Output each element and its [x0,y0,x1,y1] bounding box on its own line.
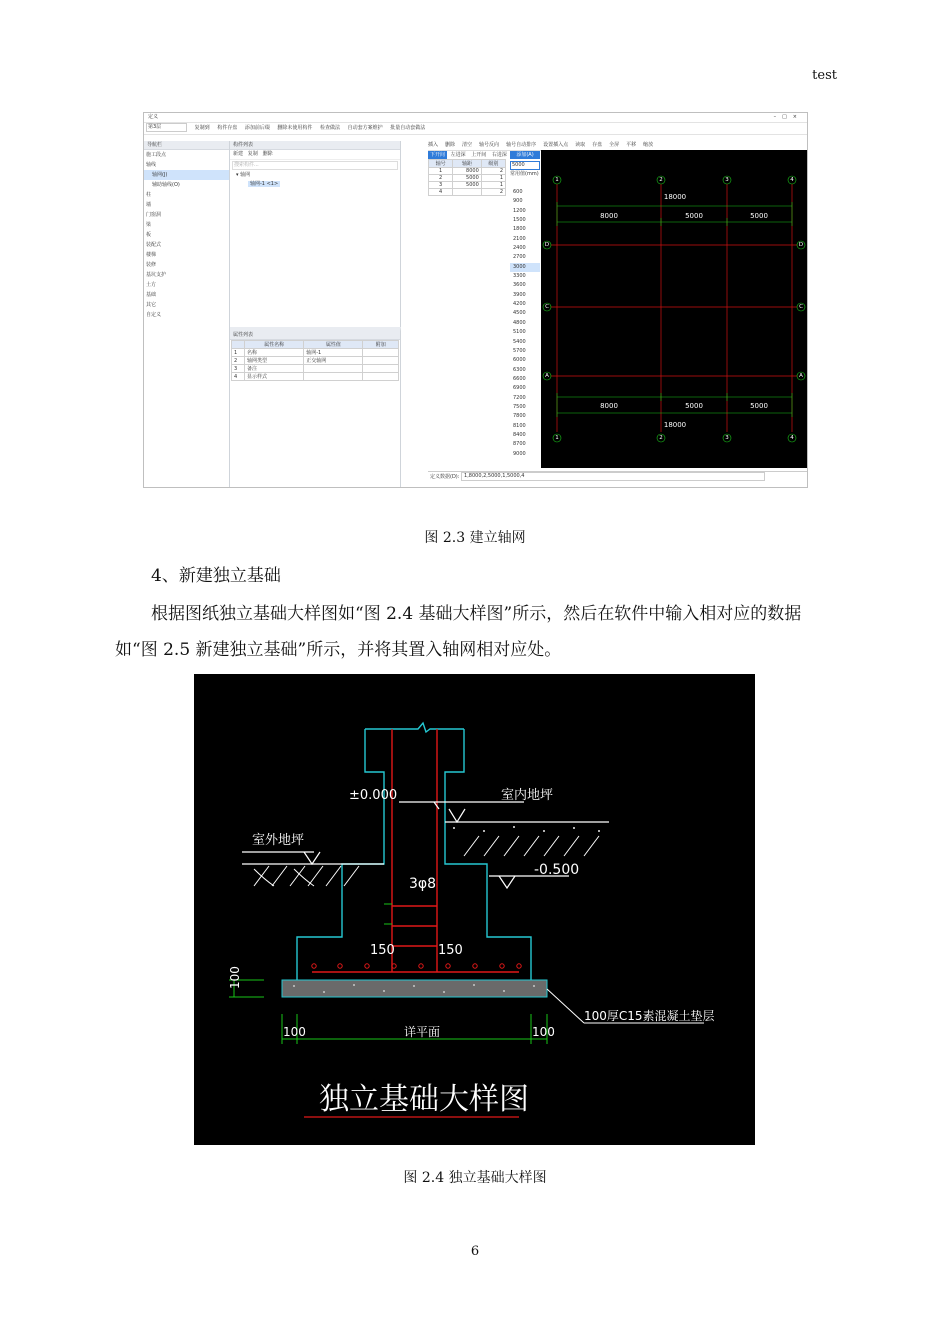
nav-item[interactable]: 轴线 [146,162,157,168]
draw-tool-button[interactable]: 全屏 [609,142,620,148]
common-value-item[interactable]: 8100 [513,422,526,429]
common-value-item[interactable]: 6600 [513,375,526,382]
figure1-caption: 图 2.3 建立轴网 [424,530,526,546]
nav-item[interactable]: 墙 [146,202,152,208]
total-dim-top: 18000 [663,193,687,201]
figure2-caption: 图 2.4 独立基础大样图 [403,1170,547,1186]
nav-item[interactable]: 楼梯 [146,252,157,258]
nav-panel [144,141,230,487]
draw-tool-button[interactable]: 轴号自动排序 [506,142,537,148]
nav-item[interactable]: 装配式 [146,242,162,248]
property-value: 正交轴网 [304,357,363,365]
cushion-leader [547,989,584,1023]
property-table [231,340,399,381]
span-dim-top-2: 5000 [685,212,703,220]
distance-input[interactable]: 5000 [510,161,540,170]
grid-table [428,159,506,196]
property-extra[interactable] [363,349,399,357]
nav-item[interactable]: 土方 [146,282,157,288]
label-cushion: 100厚C15素混凝土垫层 [584,1009,715,1023]
common-value-item[interactable]: 8400 [513,431,526,438]
nav-item[interactable]: 自定义 [146,312,162,318]
grid-row[interactable] [429,189,506,196]
axis-lines [549,184,804,432]
common-value-item[interactable]: 6000 [513,357,526,364]
property-no: 1 [232,349,245,357]
axis-label-1-bottom: 1 [555,435,559,441]
common-value-item[interactable]: 900 [513,198,523,205]
window-controls[interactable]: –□× [773,114,803,120]
rebar-dots [312,964,521,968]
common-value-item[interactable]: 3600 [513,282,526,289]
axis-label-D-left: D [544,242,550,248]
label-side-left: 100 [283,1025,306,1039]
property-extra[interactable] [363,365,399,373]
property-row[interactable] [232,373,399,381]
property-value: 轴网-1 [304,349,363,357]
property-name: 备注 [245,365,304,373]
tab-left-depth[interactable]: 左进深 [450,152,466,158]
grid-cell-dist[interactable]: 8000 [453,168,482,175]
draw-tool-button[interactable]: 设置插入点 [543,142,569,148]
label-elevation: -0.500 [534,862,580,878]
axis-label-C-left: C [545,304,549,310]
common-value-item[interactable]: 6900 [513,385,526,392]
common-value-item[interactable]: 3900 [513,291,526,298]
body-text: 根据图纸独立基础大样图如“图 2.4 基础大样图”所示，然后在软件中输入相对应的数据如“图 2.5 新建独立基础”所示，并将其置入轴网相对应处。 [115,604,802,660]
nav-item[interactable]: 基坑支护 [146,272,167,278]
common-value-item[interactable]: 3000 [510,263,540,272]
property-row[interactable] [232,349,399,357]
common-value-item[interactable]: 5100 [513,329,526,336]
nav-item[interactable]: 门窗洞 [146,212,162,218]
tree-item[interactable]: 轴网-1 <1> [250,181,279,187]
grid-col-dist: 轴距 [453,160,482,168]
add-button[interactable]: 添加(A) [510,151,540,159]
tab-top-bay[interactable]: 上开间 [471,152,487,158]
property-name: 显示样式 [245,373,304,381]
draw-tool-button[interactable]: 读取 [575,142,586,148]
common-value-item[interactable]: 8700 [513,441,526,448]
axis-plan-canvas [541,150,807,468]
define-data-label: 定义数据(D): [430,474,460,480]
common-value-item[interactable]: 2100 [513,235,526,242]
delete-button[interactable]: 删除 [262,151,273,157]
app-titlebar [144,113,807,123]
indoor-slab-dots [453,826,600,832]
grid-cell-lvl[interactable]: 1 [481,182,505,189]
component-header: 构件列表 [230,141,400,150]
draw-tool-button[interactable]: 平移 [626,142,637,148]
grid-cell-no[interactable]: 1 [429,168,453,175]
draw-tool-button[interactable]: 插入 [428,142,439,148]
app-title: 定义 [148,114,159,120]
label-step-right: 150 [438,943,463,958]
define-data-input[interactable]: 1,8000,2,5000,1,5000,4 [461,472,765,481]
common-value-item[interactable]: 1200 [513,207,526,214]
property-extra[interactable] [363,373,399,381]
span-dim-top-3: 5000 [750,212,768,220]
nav-item[interactable]: 装修 [146,262,157,268]
common-value-item[interactable]: 7800 [513,413,526,420]
tab-bottom-bay[interactable]: 下开间 [430,152,446,158]
common-values-list [510,188,540,459]
property-no: 3 [232,365,245,373]
floor-select[interactable]: 第3层 [146,123,187,132]
label-width: 详平面 [404,1025,441,1039]
common-value-item[interactable]: 3300 [513,273,526,280]
axis-plan-svg [541,150,807,468]
toolbar-prefix[interactable]: 添加前后缀 [244,125,270,131]
tab-right-depth[interactable]: 右进深 [491,152,507,158]
axis-label-D-right: D [798,242,804,248]
define-data-bar [428,471,808,482]
property-name: 名称 [245,349,304,357]
common-value-item[interactable]: 4800 [513,319,526,326]
component-search[interactable]: 搜索构件... [232,161,398,170]
concrete-outline [297,723,531,980]
toolbar-save[interactable]: 构件存盘 [217,125,238,131]
new-button[interactable]: 新建 [233,151,244,157]
toolbar-auto-scheme[interactable]: 自动套方案维护 [347,125,383,131]
page-number: 6 [470,1244,480,1259]
prop-col-value: 属性值 [304,341,363,349]
draw-tool-button[interactable]: 缩放 [643,142,654,148]
grid-cell-lvl[interactable]: 2 [481,168,505,175]
label-side-right: 100 [532,1025,555,1039]
draw-tool-button[interactable]: 轴号反向 [479,142,500,148]
grid-cell-no[interactable]: 2 [429,175,453,182]
foundation-detail-svg [194,674,755,1145]
label-cushion-thickness: 100 [228,966,242,989]
span-dim-bot-1: 8000 [600,402,618,410]
common-value-item[interactable]: 2400 [513,245,526,252]
nav-list [144,150,229,320]
label-step-left: 150 [370,943,395,958]
grid-cell-no[interactable]: 3 [429,182,453,189]
nav-item[interactable]: 梁 [146,222,152,228]
axis-label-4-top: 4 [790,177,794,183]
axis-label-2-bottom: 2 [659,435,663,441]
drawing-title: 独立基础大样图 [319,1082,529,1117]
grid-col-no: 轴号 [429,160,453,168]
common-value-item[interactable]: 2700 [513,254,526,261]
dimension-lines [557,202,792,417]
common-value-item[interactable]: 600 [513,189,523,195]
body-paragraph [115,596,840,668]
tree-root[interactable]: ▾ 轴网 [236,172,251,178]
page-header: test [812,68,837,83]
axis-label-4-bottom: 4 [790,435,794,441]
common-value-item[interactable]: 5700 [513,347,526,354]
draw-tool-button[interactable]: 删除 [445,142,456,148]
nav-item[interactable]: 轴网(J) [144,170,229,180]
prop-col-extra: 附加 [363,341,399,349]
common-value-item[interactable]: 6300 [513,366,526,373]
axis-label-C-right: C [799,304,803,310]
toolbar-batch[interactable]: 批量自动套做法 [390,125,426,131]
toolbar-delete-unused[interactable]: 删除未使用构件 [277,125,313,131]
span-dim-top-1: 8000 [600,212,618,220]
span-dim-bot-3: 5000 [750,402,768,410]
nav-item[interactable]: 柱 [146,192,152,198]
grid-cell-dist[interactable]: 5000 [453,182,482,189]
label-indoor-floor: 室内地坪 [501,788,554,803]
grid-cell-dist[interactable]: 5000 [453,175,482,182]
nav-item[interactable]: 基础 [146,292,157,298]
label-outdoor-floor: 室外地坪 [252,833,305,848]
common-value-item[interactable]: 1800 [513,226,526,233]
cad-dimensions [229,904,547,1044]
property-no: 4 [232,373,245,381]
span-dim-bot-2: 5000 [685,402,703,410]
common-value-item[interactable]: 5400 [513,338,526,345]
copy-button[interactable]: 复制 [247,151,258,157]
property-value [304,373,363,381]
property-header: 属性列表 [230,331,400,340]
common-value-item[interactable]: 9000 [513,450,526,457]
foundation-detail-drawing [194,674,755,1145]
draw-tool-button[interactable]: 存盘 [592,142,603,148]
common-value-item[interactable]: 4500 [513,310,526,317]
tree-root-label: 轴网 [240,172,251,178]
axis-label-3-bottom: 3 [725,435,729,441]
property-row[interactable] [232,365,399,373]
cushion-layer [282,980,547,997]
grid-col-level: 级别 [481,160,505,168]
common-value-item[interactable]: 4200 [513,301,526,308]
draw-tool-button[interactable]: 清空 [462,142,473,148]
app-toolbar [144,123,807,135]
axis-label-3-top: 3 [725,177,729,183]
nav-item[interactable]: 施工段点 [146,152,167,158]
nav-item[interactable]: 其它 [146,302,157,308]
grid-row[interactable] [429,182,506,189]
label-grade: ±0.000 [349,788,398,803]
axis-label-2-top: 2 [659,177,663,183]
axis-label-A-right: A [799,373,803,379]
software-screenshot [143,112,808,488]
common-values-label: 常用值(mm) [510,171,539,177]
toolbar-check[interactable]: 检查做法 [320,125,341,131]
component-panel [230,141,401,327]
property-no: 2 [232,357,245,365]
property-row[interactable] [232,357,399,365]
grid-cell-lvl[interactable]: 2 [481,189,505,196]
nav-item[interactable]: 板 [146,232,152,238]
grid-cell-lvl[interactable]: 1 [481,175,505,182]
property-name: 轴网类型 [245,357,304,365]
nav-header: 导航栏 [144,141,229,150]
common-value-item[interactable]: 7500 [513,403,526,410]
grid-cell-dist[interactable] [453,189,482,196]
nav-item[interactable]: 辅助轴线(O) [152,182,180,188]
grid-cell-no[interactable]: 4 [429,189,453,196]
total-dim-bottom: 18000 [663,421,687,429]
property-value [304,365,363,373]
common-value-item[interactable]: 1500 [513,217,526,224]
property-panel [230,327,401,488]
property-extra[interactable] [363,357,399,365]
section-title: 4、新建独立基础 [151,566,281,586]
axis-label-1-top: 1 [555,177,559,183]
prop-col-name: 属性名称 [245,341,304,349]
axis-label-A-left: A [545,373,549,379]
grid-row[interactable] [429,168,506,175]
toolbar-copy[interactable]: 复制到 [194,125,210,131]
label-stirrup: 3φ8 [409,876,437,892]
common-value-item[interactable]: 7200 [513,394,526,401]
grid-row[interactable] [429,175,506,182]
